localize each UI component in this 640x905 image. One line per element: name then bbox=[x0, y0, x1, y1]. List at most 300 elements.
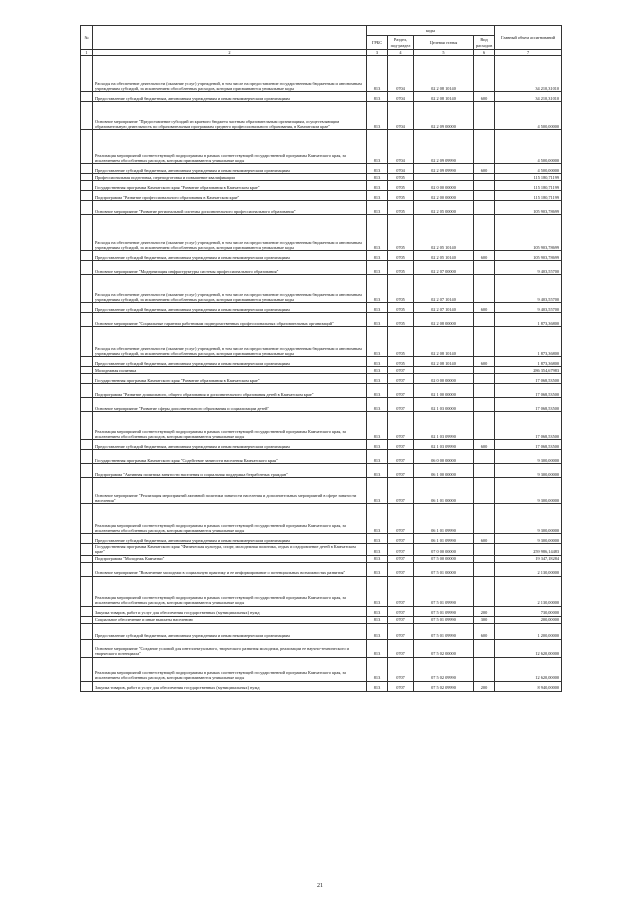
row-name-cell: Государственная программа Камчатского края "Развитие образования в Камчатском крае" bbox=[93, 181, 367, 191]
header-codes: коды bbox=[367, 26, 495, 36]
row-vid-cell bbox=[474, 130, 495, 164]
row-name-cell: Предоставление субсидий бюджетным, автономным учреждениям и иным некоммерческим организациям bbox=[93, 164, 367, 174]
row-section-cell: 0705 bbox=[388, 313, 414, 327]
row-sum-cell: 17 068,53500 bbox=[495, 412, 562, 440]
row-name-cell: Предоставление субсидий бюджетным, автономным учреждениям и иным некоммерческим организациям bbox=[93, 303, 367, 313]
table-row bbox=[81, 384, 562, 398]
row-section-cell: 0704 bbox=[388, 102, 414, 130]
table-row bbox=[81, 464, 562, 478]
table-row bbox=[81, 534, 562, 544]
row-article-cell: 02 2 05 00000 bbox=[414, 201, 474, 215]
row-grbs-cell: 813 bbox=[367, 555, 388, 562]
row-name-cell: Закупка товаров, работ и услуг для обеспечения государственных (муниципальных) нужд bbox=[93, 681, 367, 691]
row-name-cell: Основное мероприятие "Модернизация инфраструктуры системы профессионального образования" bbox=[93, 261, 367, 275]
row-article-cell: 02 0 00 00000 bbox=[414, 181, 474, 191]
row-section-cell: 0707 bbox=[388, 623, 414, 639]
row-vid-cell bbox=[474, 215, 495, 251]
row-article-cell: 02 2 08 10140 bbox=[414, 92, 474, 102]
row-vid-cell: 600 bbox=[474, 164, 495, 174]
row-section-cell: 0707 bbox=[388, 478, 414, 504]
row-article-cell: 02 2 07 00000 bbox=[414, 261, 474, 275]
row-grbs-cell: 813 bbox=[367, 562, 388, 576]
row-article-cell: 02 1 03 09990 bbox=[414, 412, 474, 440]
row-section-cell: 0707 bbox=[388, 681, 414, 691]
row-grbs-cell: 813 bbox=[367, 606, 388, 616]
table-row bbox=[81, 398, 562, 412]
row-name-cell: Предоставление субсидий бюджетным, автономным учреждениям и иным некоммерческим организациям bbox=[93, 357, 367, 367]
row-name-cell: Предоставление субсидий бюджетным, автономным учреждениям и иным некоммерческим организациям bbox=[93, 251, 367, 261]
row-sum-cell: 9 300,00000 bbox=[495, 504, 562, 534]
row-sum-cell: 12 620,00000 bbox=[495, 657, 562, 681]
header-article: Целевая статья bbox=[414, 36, 474, 50]
row-section-cell: 0707 bbox=[388, 544, 414, 555]
row-vid-cell: 600 bbox=[474, 92, 495, 102]
row-vid-cell bbox=[474, 181, 495, 191]
row-sum-cell: 730,00000 bbox=[495, 606, 562, 616]
row-article-cell: 07 5 01 00000 bbox=[414, 562, 474, 576]
row-grbs-cell: 813 bbox=[367, 327, 388, 357]
row-name-cell: Реализация мероприятий соответствующей подпрограммы в рамках соответствующей государственной программы Камчатского края, за исключением обособленных расходов, которым присваиваются уникальные коды bbox=[93, 504, 367, 534]
row-sum-cell: 17 068,53500 bbox=[495, 440, 562, 450]
row-name-cell: Расходы на обеспечение деятельности (оказание услуг) учреждений, в том числе на предоставление государственным бюджетным и автономным учреждениям субсидий, за исключением обособленных расходов, которым присваиваются уникальные коды bbox=[93, 56, 367, 92]
budget-table-sheet bbox=[80, 25, 561, 692]
row-vid-cell bbox=[474, 384, 495, 398]
row-grbs-cell: 813 bbox=[367, 130, 388, 164]
row-section-cell: 0707 bbox=[388, 384, 414, 398]
row-grbs-cell: 813 bbox=[367, 534, 388, 544]
row-section-cell: 0707 bbox=[388, 440, 414, 450]
row-sum-cell: 115 180,71199 bbox=[495, 174, 562, 181]
table-row bbox=[81, 92, 562, 102]
row-article-cell bbox=[414, 174, 474, 181]
row-number-cell bbox=[81, 357, 93, 367]
row-grbs-cell: 813 bbox=[367, 616, 388, 623]
row-number-cell bbox=[81, 374, 93, 384]
row-number-cell bbox=[81, 384, 93, 398]
row-section-cell: 0707 bbox=[388, 657, 414, 681]
row-number-cell bbox=[81, 215, 93, 251]
table-row bbox=[81, 412, 562, 440]
row-name-cell: Предоставление субсидий бюджетным, автономным учреждениям и иным некоммерческим организациям bbox=[93, 92, 367, 102]
row-sum-cell: 9 403,55700 bbox=[495, 303, 562, 313]
row-grbs-cell: 813 bbox=[367, 681, 388, 691]
row-section-cell: 0707 bbox=[388, 367, 414, 374]
row-article-cell: 06 1 00 00000 bbox=[414, 464, 474, 478]
table-row bbox=[81, 478, 562, 504]
row-vid-cell: 600 bbox=[474, 303, 495, 313]
row-sum-cell: 9 300,00000 bbox=[495, 534, 562, 544]
row-article-cell: 02 1 03 09990 bbox=[414, 440, 474, 450]
row-vid-cell bbox=[474, 398, 495, 412]
row-name-cell: Основное мероприятие "Социальные гарантии работникам подведомственных профессиональных образовательных организаций" bbox=[93, 313, 367, 327]
row-sum-cell: 115 180,71199 bbox=[495, 191, 562, 201]
row-number-cell bbox=[81, 201, 93, 215]
row-name-cell: Реализация мероприятий соответствующей подпрограммы в рамках соответствующей государственной программы Камчатского края, за исключением обособленных расходов, которым присваиваются уникальные коды bbox=[93, 130, 367, 164]
row-vid-cell: 300 bbox=[474, 616, 495, 623]
row-section-cell: 0705 bbox=[388, 191, 414, 201]
table-row bbox=[81, 201, 562, 215]
row-vid-cell bbox=[474, 657, 495, 681]
row-grbs-cell: 813 bbox=[367, 478, 388, 504]
row-section-cell: 0705 bbox=[388, 275, 414, 303]
row-name-cell: Основное мероприятие "Создание условий для интеллектуального, творческого развития молодежи, реализации ее научно-технического и творческого потенциала" bbox=[93, 639, 367, 657]
row-number-cell bbox=[81, 412, 93, 440]
row-number-cell bbox=[81, 251, 93, 261]
row-article-cell: 06 1 01 09990 bbox=[414, 534, 474, 544]
row-vid-cell: 600 bbox=[474, 357, 495, 367]
row-grbs-cell: 813 bbox=[367, 639, 388, 657]
row-sum-cell: 2 130,00000 bbox=[495, 576, 562, 606]
row-vid-cell bbox=[474, 374, 495, 384]
row-number-cell bbox=[81, 623, 93, 639]
row-article-cell: 07 5 00 00000 bbox=[414, 555, 474, 562]
row-number-cell bbox=[81, 440, 93, 450]
table-row bbox=[81, 357, 562, 367]
row-article-cell: 07 0 00 00000 bbox=[414, 544, 474, 555]
col-num-6: 6 bbox=[474, 50, 495, 56]
row-name-cell: Реализация мероприятий соответствующей подпрограммы в рамках соответствующей государственной программы Камчатского края, за исключением обособленных расходов, которым присваиваются уникальные коды bbox=[93, 412, 367, 440]
row-name-cell: Социальное обеспечение и иные выплаты населению bbox=[93, 616, 367, 623]
row-vid-cell bbox=[474, 639, 495, 657]
table-row bbox=[81, 576, 562, 606]
row-name-cell: Реализация мероприятий соответствующей подпрограммы в рамках соответствующей государственной программы Камчатского края, за исключением обособленных расходов, которым присваиваются уникальные коды bbox=[93, 576, 367, 606]
row-vid-cell bbox=[474, 555, 495, 562]
row-name-cell: Расходы на обеспечение деятельности (оказание услуг) учреждений, в том числе на предоставление государственным бюджетным и автономным учреждениям субсидий, за исключением обособленных расходов, которым присваиваются уникальные коды bbox=[93, 327, 367, 357]
row-number-cell bbox=[81, 367, 93, 374]
table-row bbox=[81, 130, 562, 164]
row-grbs-cell: 813 bbox=[367, 191, 388, 201]
row-number-cell bbox=[81, 544, 93, 555]
col-num-7: 7 bbox=[495, 50, 562, 56]
row-sum-cell: 200,00000 bbox=[495, 616, 562, 623]
table-row bbox=[81, 623, 562, 639]
row-article-cell: 02 2 09 00000 bbox=[414, 102, 474, 130]
row-article-cell: 02 2 08 10140 bbox=[414, 357, 474, 367]
row-name-cell: Основное мероприятие "Развитие сферы дополнительного образования и социализации детей" bbox=[93, 398, 367, 412]
row-article-cell: 02 2 05 10140 bbox=[414, 251, 474, 261]
row-section-cell: 0705 bbox=[388, 261, 414, 275]
row-grbs-cell: 813 bbox=[367, 657, 388, 681]
row-vid-cell: 200 bbox=[474, 606, 495, 616]
row-section-cell: 0707 bbox=[388, 562, 414, 576]
table-row bbox=[81, 450, 562, 464]
row-number-cell bbox=[81, 181, 93, 191]
row-vid-cell bbox=[474, 201, 495, 215]
row-sum-cell: 1 873,36800 bbox=[495, 357, 562, 367]
row-grbs-cell: 813 bbox=[367, 313, 388, 327]
row-vid-cell bbox=[474, 412, 495, 440]
row-article-cell: 02 2 07 10140 bbox=[414, 303, 474, 313]
row-sum-cell: 286 354,67983 bbox=[495, 367, 562, 374]
row-vid-cell: 600 bbox=[474, 251, 495, 261]
row-section-cell: 0705 bbox=[388, 303, 414, 313]
row-number-cell bbox=[81, 555, 93, 562]
row-grbs-cell: 813 bbox=[367, 367, 388, 374]
row-section-cell: 0707 bbox=[388, 450, 414, 464]
row-grbs-cell: 813 bbox=[367, 384, 388, 398]
row-name-cell: Предоставление субсидий бюджетным, автономным учреждениям и иным некоммерческим организациям bbox=[93, 534, 367, 544]
row-sum-cell: 105 903,78699 bbox=[495, 215, 562, 251]
col-num-4: 4 bbox=[388, 50, 414, 56]
row-name-cell: Основное мероприятие "Реализация мероприятий активной политики занятости населения и дополнительных мероприятий в сфере занятости населения" bbox=[93, 478, 367, 504]
row-name-cell: Подпрограмма "Активная политика занятости населения и социальная поддержка безработных граждан" bbox=[93, 464, 367, 478]
row-number-cell bbox=[81, 681, 93, 691]
row-grbs-cell: 813 bbox=[367, 464, 388, 478]
row-number-cell bbox=[81, 327, 93, 357]
row-grbs-cell: 813 bbox=[367, 412, 388, 440]
budget-table bbox=[80, 25, 562, 692]
header-name bbox=[93, 26, 367, 50]
row-article-cell: 02 2 08 10140 bbox=[414, 56, 474, 92]
table-row bbox=[81, 657, 562, 681]
row-name-cell: Подпрограмма "Развитие дошкольного, общего образования и дополнительного образования детей в Камчатском крае" bbox=[93, 384, 367, 398]
row-number-cell bbox=[81, 313, 93, 327]
row-vid-cell bbox=[474, 102, 495, 130]
row-number-cell bbox=[81, 92, 93, 102]
row-vid-cell bbox=[474, 275, 495, 303]
row-sum-cell: 9 403,55700 bbox=[495, 275, 562, 303]
row-grbs-cell: 813 bbox=[367, 181, 388, 191]
row-number-cell bbox=[81, 191, 93, 201]
row-article-cell: 02 2 09 09990 bbox=[414, 164, 474, 174]
row-article-cell: 06 1 01 09990 bbox=[414, 504, 474, 534]
row-article-cell: 06 0 00 00000 bbox=[414, 450, 474, 464]
row-article-cell: 02 1 00 00000 bbox=[414, 384, 474, 398]
row-article-cell: 07 5 01 09990 bbox=[414, 623, 474, 639]
row-sum-cell: 9 300,00000 bbox=[495, 464, 562, 478]
row-sum-cell: 4 500,00000 bbox=[495, 102, 562, 130]
row-article-cell: 02 0 00 00000 bbox=[414, 374, 474, 384]
row-number-cell bbox=[81, 639, 93, 657]
row-section-cell: 0704 bbox=[388, 92, 414, 102]
row-number-cell bbox=[81, 504, 93, 534]
row-article-cell: 02 1 03 00000 bbox=[414, 398, 474, 412]
header-grbs: ГРБС bbox=[367, 36, 388, 50]
table-row bbox=[81, 191, 562, 201]
row-grbs-cell: 813 bbox=[367, 174, 388, 181]
table-row bbox=[81, 367, 562, 374]
row-sum-cell: 1 200,00000 bbox=[495, 623, 562, 639]
row-section-cell: 0707 bbox=[388, 555, 414, 562]
row-sum-cell: 4 500,00000 bbox=[495, 130, 562, 164]
row-name-cell: Государственная программа Камчатского края "Физическая культура, спорт, молодежная политика, отдых и оздоровление детей в Камчатском крае" bbox=[93, 544, 367, 555]
row-article-cell: 06 1 01 00000 bbox=[414, 478, 474, 504]
row-name-cell: Предоставление субсидий бюджетным, автономным учреждениям и иным некоммерческим организациям bbox=[93, 623, 367, 639]
row-number-cell bbox=[81, 478, 93, 504]
col-num-2: 2 bbox=[93, 50, 367, 56]
table-row bbox=[81, 562, 562, 576]
row-vid-cell: 200 bbox=[474, 681, 495, 691]
row-section-cell: 0707 bbox=[388, 504, 414, 534]
header-num: № bbox=[81, 26, 93, 50]
row-section-cell: 0707 bbox=[388, 616, 414, 623]
page-number: 21 bbox=[317, 883, 323, 889]
row-number-cell bbox=[81, 398, 93, 412]
row-number-cell bbox=[81, 657, 93, 681]
table-row bbox=[81, 504, 562, 534]
row-section-cell: 0704 bbox=[388, 130, 414, 164]
table-row bbox=[81, 327, 562, 357]
row-grbs-cell: 813 bbox=[367, 450, 388, 464]
row-sum-cell: 8 940,00000 bbox=[495, 681, 562, 691]
row-section-cell: 0707 bbox=[388, 412, 414, 440]
row-grbs-cell: 813 bbox=[367, 357, 388, 367]
row-article-cell: 07 5 02 09990 bbox=[414, 657, 474, 681]
row-number-cell bbox=[81, 130, 93, 164]
row-name-cell: Молодежная политика bbox=[93, 367, 367, 374]
table-row bbox=[81, 56, 562, 92]
row-sum-cell: 9 403,55700 bbox=[495, 261, 562, 275]
row-name-cell: Профессиональная подготовка, переподготовка и повышение квалификации bbox=[93, 174, 367, 181]
row-section-cell: 0707 bbox=[388, 534, 414, 544]
row-grbs-cell: 813 bbox=[367, 398, 388, 412]
row-vid-cell: 600 bbox=[474, 534, 495, 544]
row-sum-cell: 259 986,14483 bbox=[495, 544, 562, 555]
table-row bbox=[81, 251, 562, 261]
row-number-cell bbox=[81, 303, 93, 313]
row-number-cell bbox=[81, 450, 93, 464]
row-vid-cell bbox=[474, 191, 495, 201]
row-sum-cell: 9 300,00000 bbox=[495, 478, 562, 504]
row-sum-cell: 34 210,31010 bbox=[495, 92, 562, 102]
col-num-5: 5 bbox=[414, 50, 474, 56]
row-article-cell bbox=[414, 367, 474, 374]
table-row bbox=[81, 555, 562, 562]
row-grbs-cell: 813 bbox=[367, 251, 388, 261]
row-section-cell: 0707 bbox=[388, 374, 414, 384]
row-article-cell: 02 2 00 00000 bbox=[414, 191, 474, 201]
table-row bbox=[81, 639, 562, 657]
header-sum: Главный объем ассигнований bbox=[495, 26, 562, 50]
row-sum-cell: 105 903,78699 bbox=[495, 251, 562, 261]
table-row bbox=[81, 275, 562, 303]
row-number-cell bbox=[81, 534, 93, 544]
row-vid-cell bbox=[474, 504, 495, 534]
row-number-cell bbox=[81, 275, 93, 303]
row-number-cell bbox=[81, 261, 93, 275]
row-number-cell bbox=[81, 174, 93, 181]
row-sum-cell: 17 068,53500 bbox=[495, 374, 562, 384]
row-vid-cell bbox=[474, 562, 495, 576]
row-number-cell bbox=[81, 464, 93, 478]
row-article-cell: 07 5 02 00000 bbox=[414, 639, 474, 657]
col-num-3: 3 bbox=[367, 50, 388, 56]
table-row bbox=[81, 164, 562, 174]
row-grbs-cell: 813 bbox=[367, 544, 388, 555]
row-grbs-cell: 813 bbox=[367, 303, 388, 313]
row-vid-cell bbox=[474, 367, 495, 374]
row-name-cell: Государственная программа Камчатского края "Развитие образования в Камчатском крае" bbox=[93, 374, 367, 384]
row-name-cell: Основное мероприятие "Вовлечение молодежи в социальную практику и ее информирование о потенциальных возможностях развития" bbox=[93, 562, 367, 576]
row-sum-cell: 4 500,00000 bbox=[495, 164, 562, 174]
row-section-cell: 0705 bbox=[388, 174, 414, 181]
row-name-cell: Государственная программа Камчатского края "Содействие занятости населения Камчатского края" bbox=[93, 450, 367, 464]
row-vid-cell: 600 bbox=[474, 623, 495, 639]
row-number-cell bbox=[81, 562, 93, 576]
row-section-cell: 0705 bbox=[388, 201, 414, 215]
row-article-cell: 02 2 05 10140 bbox=[414, 215, 474, 251]
row-name-cell: Расходы на обеспечение деятельности (оказание услуг) учреждений, в том числе на предоставление государственным бюджетным и автономным учреждениям субсидий, за исключением обособленных расходов, которым присваиваются уникальные коды bbox=[93, 275, 367, 303]
row-sum-cell: 1 873,36800 bbox=[495, 327, 562, 357]
header-section: Раздел, под-раздел bbox=[388, 36, 414, 50]
row-grbs-cell: 813 bbox=[367, 623, 388, 639]
row-article-cell: 02 2 09 09990 bbox=[414, 130, 474, 164]
row-section-cell: 0707 bbox=[388, 639, 414, 657]
row-grbs-cell: 813 bbox=[367, 440, 388, 450]
table-row bbox=[81, 181, 562, 191]
row-grbs-cell: 813 bbox=[367, 275, 388, 303]
row-name-cell: Подпрограмма "Молодежь Камчатки" bbox=[93, 555, 367, 562]
row-number-cell bbox=[81, 576, 93, 606]
row-section-cell: 0705 bbox=[388, 251, 414, 261]
row-vid-cell: 600 bbox=[474, 440, 495, 450]
row-article-cell: 02 2 07 10140 bbox=[414, 275, 474, 303]
row-section-cell: 0705 bbox=[388, 327, 414, 357]
row-grbs-cell: 813 bbox=[367, 261, 388, 275]
table-row bbox=[81, 174, 562, 181]
row-grbs-cell: 813 bbox=[367, 92, 388, 102]
row-grbs-cell: 813 bbox=[367, 56, 388, 92]
row-section-cell: 0707 bbox=[388, 464, 414, 478]
row-name-cell: Основное мероприятие "Развитие региональной системы дополнительного профессионального образования" bbox=[93, 201, 367, 215]
row-vid-cell bbox=[474, 327, 495, 357]
row-vid-cell bbox=[474, 464, 495, 478]
row-sum-cell: 2 130,00000 bbox=[495, 562, 562, 576]
header-vid: Вид расходов bbox=[474, 36, 495, 50]
row-name-cell: Реализация мероприятий соответствующей подпрограммы в рамках соответствующей государственной программы Камчатского края, за исключением обособленных расходов, которым присваиваются уникальные коды bbox=[93, 657, 367, 681]
row-sum-cell: 105 903,78699 bbox=[495, 201, 562, 215]
row-grbs-cell: 813 bbox=[367, 164, 388, 174]
row-article-cell: 07 5 01 09990 bbox=[414, 576, 474, 606]
row-vid-cell bbox=[474, 450, 495, 464]
row-vid-cell bbox=[474, 56, 495, 92]
row-article-cell: 07 5 01 09990 bbox=[414, 606, 474, 616]
row-number-cell bbox=[81, 102, 93, 130]
row-grbs-cell: 813 bbox=[367, 201, 388, 215]
row-vid-cell bbox=[474, 313, 495, 327]
table-row bbox=[81, 606, 562, 616]
row-section-cell: 0707 bbox=[388, 576, 414, 606]
row-sum-cell: 17 068,53500 bbox=[495, 384, 562, 398]
row-section-cell: 0705 bbox=[388, 357, 414, 367]
table-row bbox=[81, 374, 562, 384]
row-grbs-cell: 813 bbox=[367, 102, 388, 130]
table-body bbox=[81, 56, 562, 691]
row-article-cell: 02 2 08 10140 bbox=[414, 327, 474, 357]
table-row bbox=[81, 313, 562, 327]
row-vid-cell bbox=[474, 174, 495, 181]
row-name-cell: Предоставление субсидий бюджетным, автономным учреждениям и иным некоммерческим организациям bbox=[93, 440, 367, 450]
table-row bbox=[81, 303, 562, 313]
row-grbs-cell: 813 bbox=[367, 374, 388, 384]
row-grbs-cell: 813 bbox=[367, 576, 388, 606]
table-row bbox=[81, 102, 562, 130]
row-sum-cell: 115 180,71199 bbox=[495, 181, 562, 191]
row-vid-cell bbox=[474, 478, 495, 504]
row-name-cell: Закупка товаров, работ и услуг для обеспечения государственных (муниципальных) нужд bbox=[93, 606, 367, 616]
row-sum-cell: 19 347,18284 bbox=[495, 555, 562, 562]
row-number-cell bbox=[81, 616, 93, 623]
row-article-cell: 07 5 02 09990 bbox=[414, 681, 474, 691]
row-number-cell bbox=[81, 164, 93, 174]
row-sum-cell: 12 620,00000 bbox=[495, 639, 562, 657]
table-row bbox=[81, 215, 562, 251]
row-sum-cell: 1 873,36800 bbox=[495, 313, 562, 327]
row-section-cell: 0704 bbox=[388, 164, 414, 174]
row-vid-cell bbox=[474, 576, 495, 606]
row-section-cell: 0705 bbox=[388, 215, 414, 251]
row-sum-cell: 34 210,31010 bbox=[495, 56, 562, 92]
